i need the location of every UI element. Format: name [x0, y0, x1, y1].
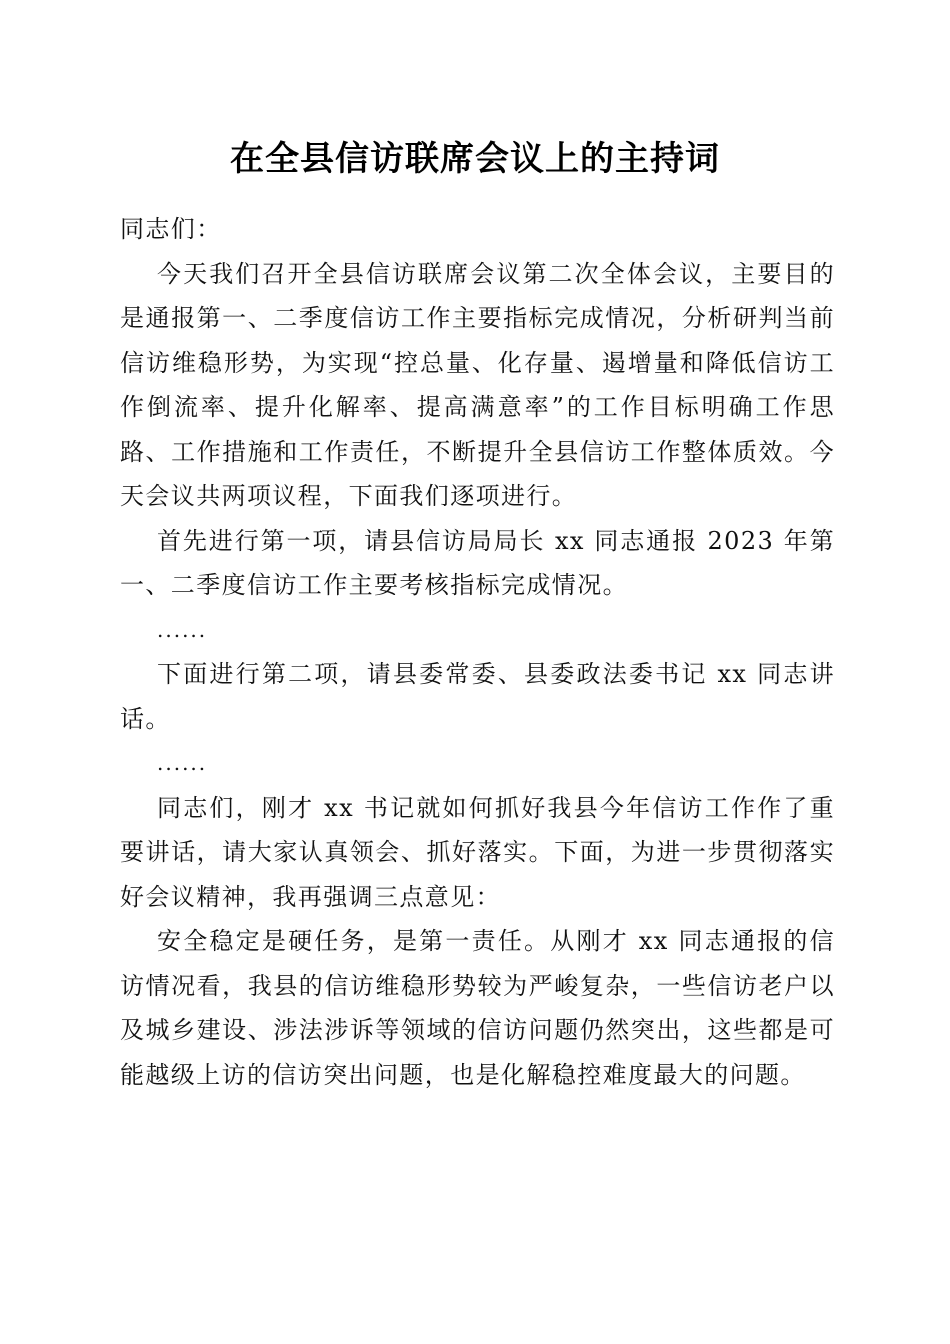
document-title: 在全县信访联席会议上的主持词: [230, 139, 720, 179]
document-body: [120, 207, 835, 1097]
paragraph-agenda-item-2: 下面进行第二项，请县委常委、县委政法委书记 xx 同志讲话。: [120, 660, 835, 733]
salutation: 同志们：: [120, 215, 222, 243]
paragraph-point-1: 安全稳定是硬任务，是第一责任。从刚才 xx 同志通报的信访情况看，我县的信访维稳形势较为严峻复杂，一些信访老户以及城乡建设、涉法涉诉等领域的信访问题仍然突出，这些都是可能越级上访的信访突出问题，也是化解稳控难度最大的问题。: [120, 927, 835, 1089]
ellipsis-1: ......: [157, 617, 208, 642]
paragraph-opening: 今天我们召开全县信访联席会议第二次全体会议，主要目的是通报第一、二季度信访工作主要指标完成情况，分析研判当前信访维稳形势，为实现“控总量、化存量、遏增量和降低信访工作倒流率、提升化解率、提高满意率”的工作目标明确工作思路、工作措施和工作责任，不断提升全县信访工作整体质效。今天会议共两项议程，下面我们逐项进行。: [120, 259, 835, 510]
paragraph-summary: 同志们，刚才 xx 书记就如何抓好我县今年信访工作作了重要讲话，请大家认真领会、抓好落实。下面，为进一步贯彻落实好会议精神，我再强调三点意见：: [120, 793, 835, 911]
paragraph-agenda-item-1: 首先进行第一项，请县信访局局长 xx 同志通报 2023 年第一、二季度信访工作主要考核指标完成情况。: [120, 526, 835, 599]
ellipsis-2: ......: [157, 751, 208, 775]
